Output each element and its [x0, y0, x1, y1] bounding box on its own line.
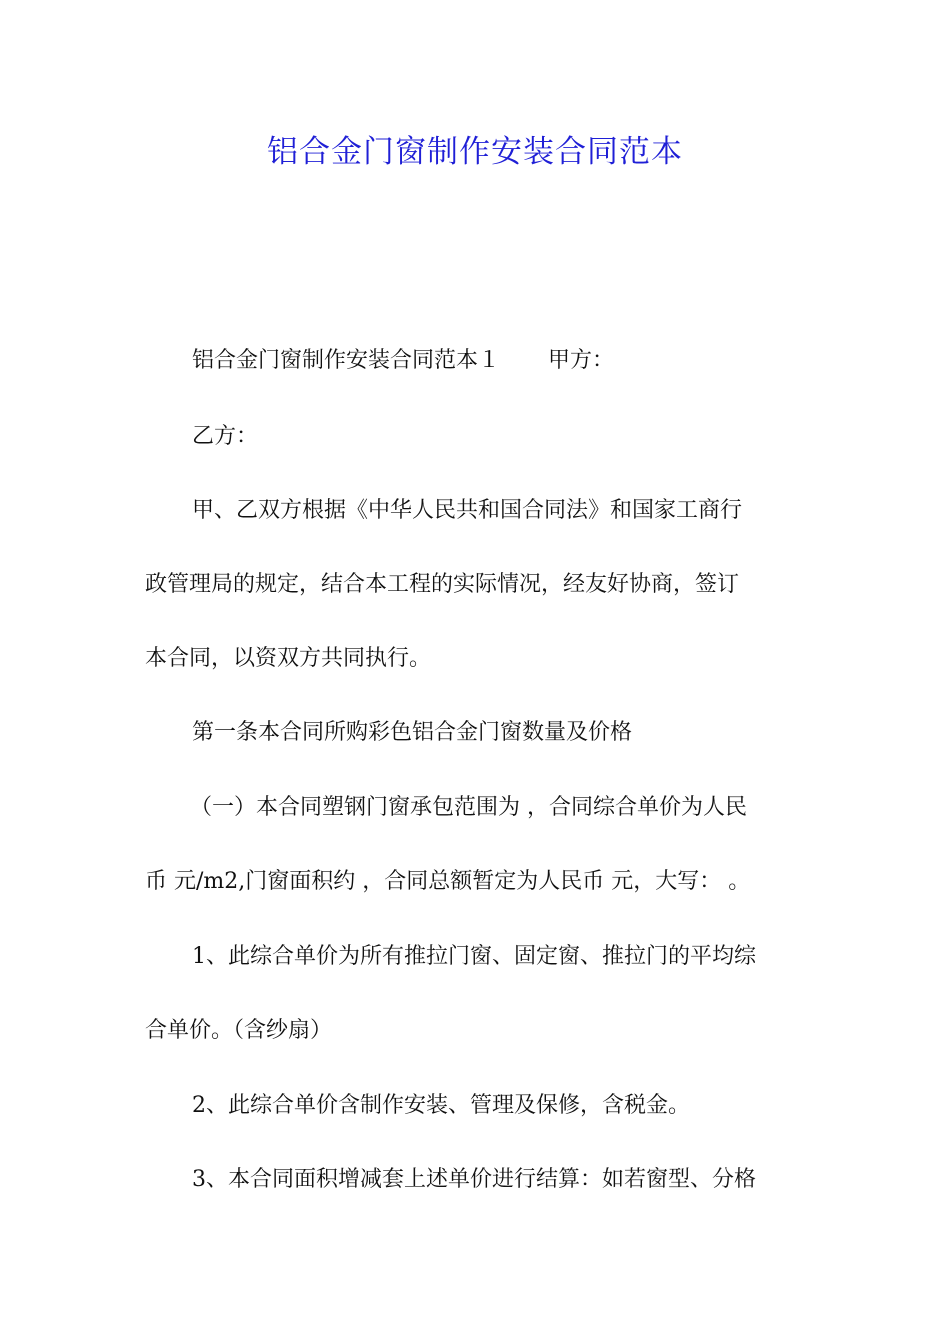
paragraph-line: 本合同，以资双方共同执行。: [145, 646, 432, 671]
paragraph-line-heading: [192, 343, 872, 379]
paragraph-line: 甲、乙双方根据《中华人民共和国合同法》和国家工商行: [192, 498, 743, 523]
contract-subtitle: 铝合金门窗制作安装合同范本１: [192, 348, 501, 373]
paragraph-line: （一）本合同塑钢门窗承包范围为 ，合同综合单价为人民: [190, 795, 747, 820]
article-heading: 第一条本合同所购彩色铝合金门窗数量及价格: [192, 720, 633, 745]
paragraph-line: 3、本合同面积增减套上述单价进行结算：如若窗型、分格: [192, 1167, 756, 1192]
document-title: 铝合金门窗制作安装合同范本: [267, 134, 683, 170]
paragraph-line: 币 元/m2,门窗面积约 ，合同总额暂定为人民币 元，大写： 。: [145, 869, 751, 894]
party-b-label: 乙方：: [192, 424, 259, 449]
paragraph-line: 政管理局的规定，结合本工程的实际情况，经友好协商，签订: [145, 572, 740, 597]
party-a-label: 甲方：: [548, 348, 615, 373]
paragraph-line: 2、此综合单价含制作安装、管理及保修，含税金。: [192, 1093, 690, 1118]
paragraph-line: 1、此综合单价为所有推拉门窗、固定窗、推拉门的平均综: [192, 944, 756, 969]
paragraph-line: 合单价。（含纱扇）: [145, 1018, 333, 1043]
